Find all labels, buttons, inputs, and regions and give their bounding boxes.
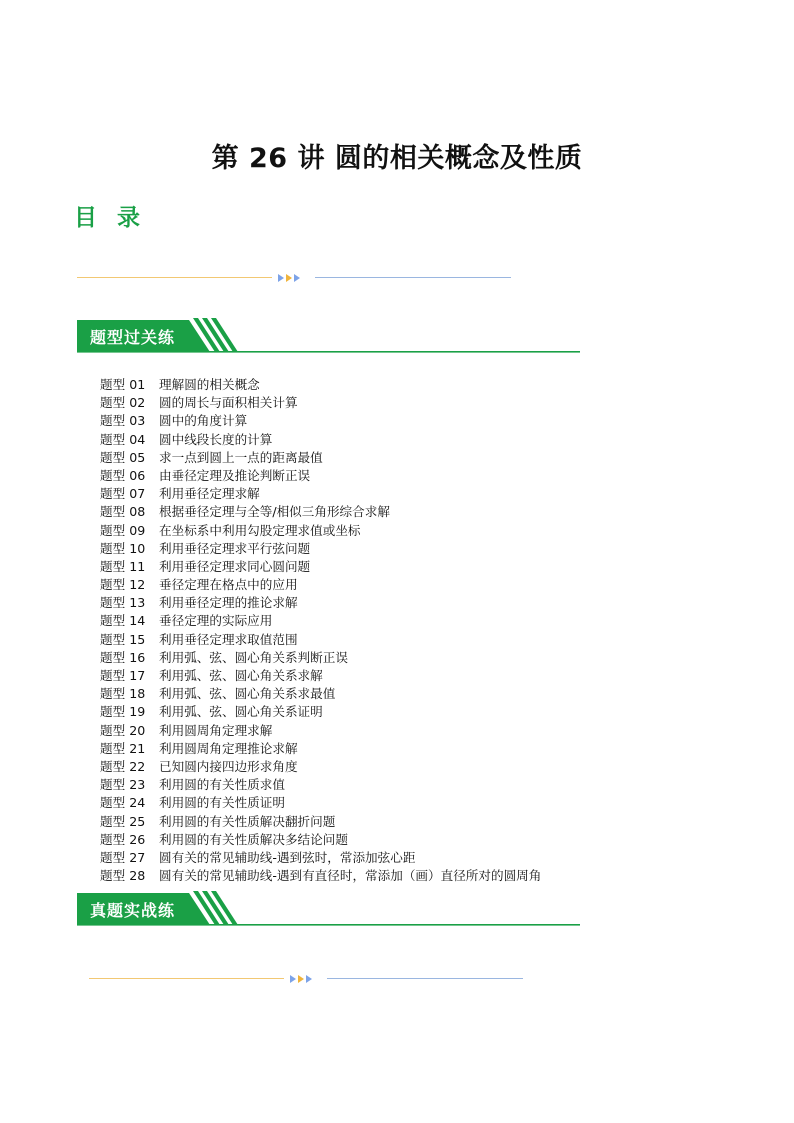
toc-item[interactable] [100,376,541,394]
toc-item-number: 题型 22 [100,758,146,774]
toc-item[interactable] [100,594,541,612]
toc-item-number: 题型 26 [100,831,146,847]
toc-item[interactable] [100,776,541,794]
toc-item-title: 理解圆的相关概念 [159,377,260,392]
toc-item[interactable] [100,849,541,867]
toc-item[interactable] [100,503,541,521]
toc-item-title: 在坐标系中利用勾股定理求值或坐标 [159,522,361,538]
toc-item-number: 题型 09 [100,522,146,538]
toc-item-number: 题型 14 [100,613,146,629]
toc-item-number: 题型 11 [100,558,146,574]
toc-item-number: 题型 24 [100,795,146,811]
toc-item[interactable] [100,649,541,667]
toc-item-title: 求一点到圆上一点的距离最值 [159,449,323,465]
decorative-divider-bottom [89,974,529,984]
toc-item[interactable] [100,467,541,485]
toc-item[interactable] [100,794,541,812]
toc-item[interactable] [100,449,541,467]
toc-item-title: 圆中线段长度的计算 [159,431,273,447]
toc-item-title: 利用弧、弦、圆心角关系判断正误 [159,649,348,665]
toc-item-title: 圆中的角度计算 [159,413,248,429]
toc-list [100,376,541,885]
divider-line-right [327,978,523,979]
toc-item[interactable] [100,722,541,740]
toc-item-title: 利用圆周角定理推论求解 [159,740,298,756]
decorative-divider-top [77,273,517,283]
toc-item-title: 利用圆的有关性质解决多结论问题 [159,831,348,847]
toc-item-title: 利用弧、弦、圆心角关系求最值 [159,686,336,702]
triple-arrow-icon [278,273,302,283]
toc-item-number: 题型 15 [100,631,146,647]
toc-item-number: 题型 05 [100,449,146,465]
toc-item-title: 利用弧、弦、圆心角关系证明 [159,704,323,720]
toc-item-number: 题型 17 [100,668,146,683]
triple-arrow-icon [290,974,314,984]
toc-item-title: 利用圆的有关性质证明 [159,795,285,811]
toc-item-number: 题型 03 [100,413,146,429]
toc-item[interactable] [100,758,541,776]
toc-item-title: 利用弧、弦、圆心角关系求解 [159,668,323,683]
toc-item[interactable] [100,667,541,685]
toc-item-number: 题型 19 [100,704,146,720]
toc-item-number: 题型 28 [100,868,146,884]
toc-item[interactable] [100,394,541,412]
toc-item-title: 圆的周长与面积相关计算 [159,395,298,411]
toc-item-title: 根据垂径定理与全等/相似三角形综合求解 [159,504,390,520]
divider-line-left [77,277,272,278]
toc-item-title: 垂径定理的实际应用 [159,613,273,629]
toc-item-title: 利用垂径定理求同心圆问题 [159,558,311,574]
section-banner-practice [77,318,581,354]
toc-item-title: 利用圆的有关性质求值 [159,777,285,793]
toc-item-number: 题型 16 [100,649,146,665]
toc-item-title: 由垂径定理及推论判断正误 [159,467,311,483]
divider-line-right [315,277,511,278]
toc-item-title: 已知圆内接四边形求角度 [159,758,298,774]
toc-item[interactable] [100,631,541,649]
toc-item-title: 利用垂径定理求平行弦问题 [159,540,311,556]
toc-item-title: 圆有关的常见辅助线-遇到有直径时，常添加（画）直径所对的圆周角 [159,868,542,884]
divider-line-left [89,978,284,979]
toc-item-title: 利用圆的有关性质解决翻折问题 [159,813,336,829]
toc-item-number: 题型 08 [100,504,146,520]
toc-item-number: 题型 01 [100,377,146,392]
toc-item[interactable] [100,431,541,449]
toc-item-title: 利用垂径定理求解 [159,486,260,502]
toc-item[interactable] [100,412,541,430]
section-label-practice: 题型过关练 [90,328,176,347]
toc-item-number: 题型 12 [100,577,146,593]
toc-item[interactable] [100,867,541,885]
toc-heading: 目 录 [74,205,147,231]
toc-item[interactable] [100,831,541,849]
toc-item-number: 题型 25 [100,813,146,829]
toc-item-number: 题型 04 [100,431,146,447]
toc-item[interactable] [100,576,541,594]
section-label-real-exam: 真题实战练 [90,901,176,920]
toc-item-number: 题型 02 [100,395,146,411]
toc-item-number: 题型 06 [100,467,146,483]
toc-item-title: 利用垂径定理的推论求解 [159,595,298,611]
toc-item[interactable] [100,522,541,540]
toc-item-number: 题型 27 [100,849,146,865]
toc-item[interactable] [100,740,541,758]
toc-item[interactable] [100,485,541,503]
toc-item-number: 题型 23 [100,777,146,793]
toc-item-number: 题型 13 [100,595,146,611]
toc-item-number: 题型 10 [100,540,146,556]
toc-item-title: 垂径定理在格点中的应用 [159,577,298,593]
toc-item-number: 题型 21 [100,740,146,756]
toc-item-number: 题型 18 [100,686,146,702]
toc-item[interactable] [100,685,541,703]
toc-item[interactable] [100,540,541,558]
toc-item-number: 题型 20 [100,722,146,738]
toc-item[interactable] [100,813,541,831]
toc-item-title: 利用圆周角定理求解 [159,722,273,738]
toc-item-number: 题型 07 [100,486,146,502]
section-banner-real-exam [77,891,581,927]
toc-item[interactable] [100,612,541,630]
page-title: 第 26 讲 圆的相关概念及性质 [211,143,583,174]
toc-item[interactable] [100,558,541,576]
toc-item-title: 利用垂径定理求取值范围 [159,631,298,647]
toc-item[interactable] [100,703,541,721]
toc-item-title: 圆有关的常见辅助线-遇到弦时，常添加弦心距 [159,849,416,865]
